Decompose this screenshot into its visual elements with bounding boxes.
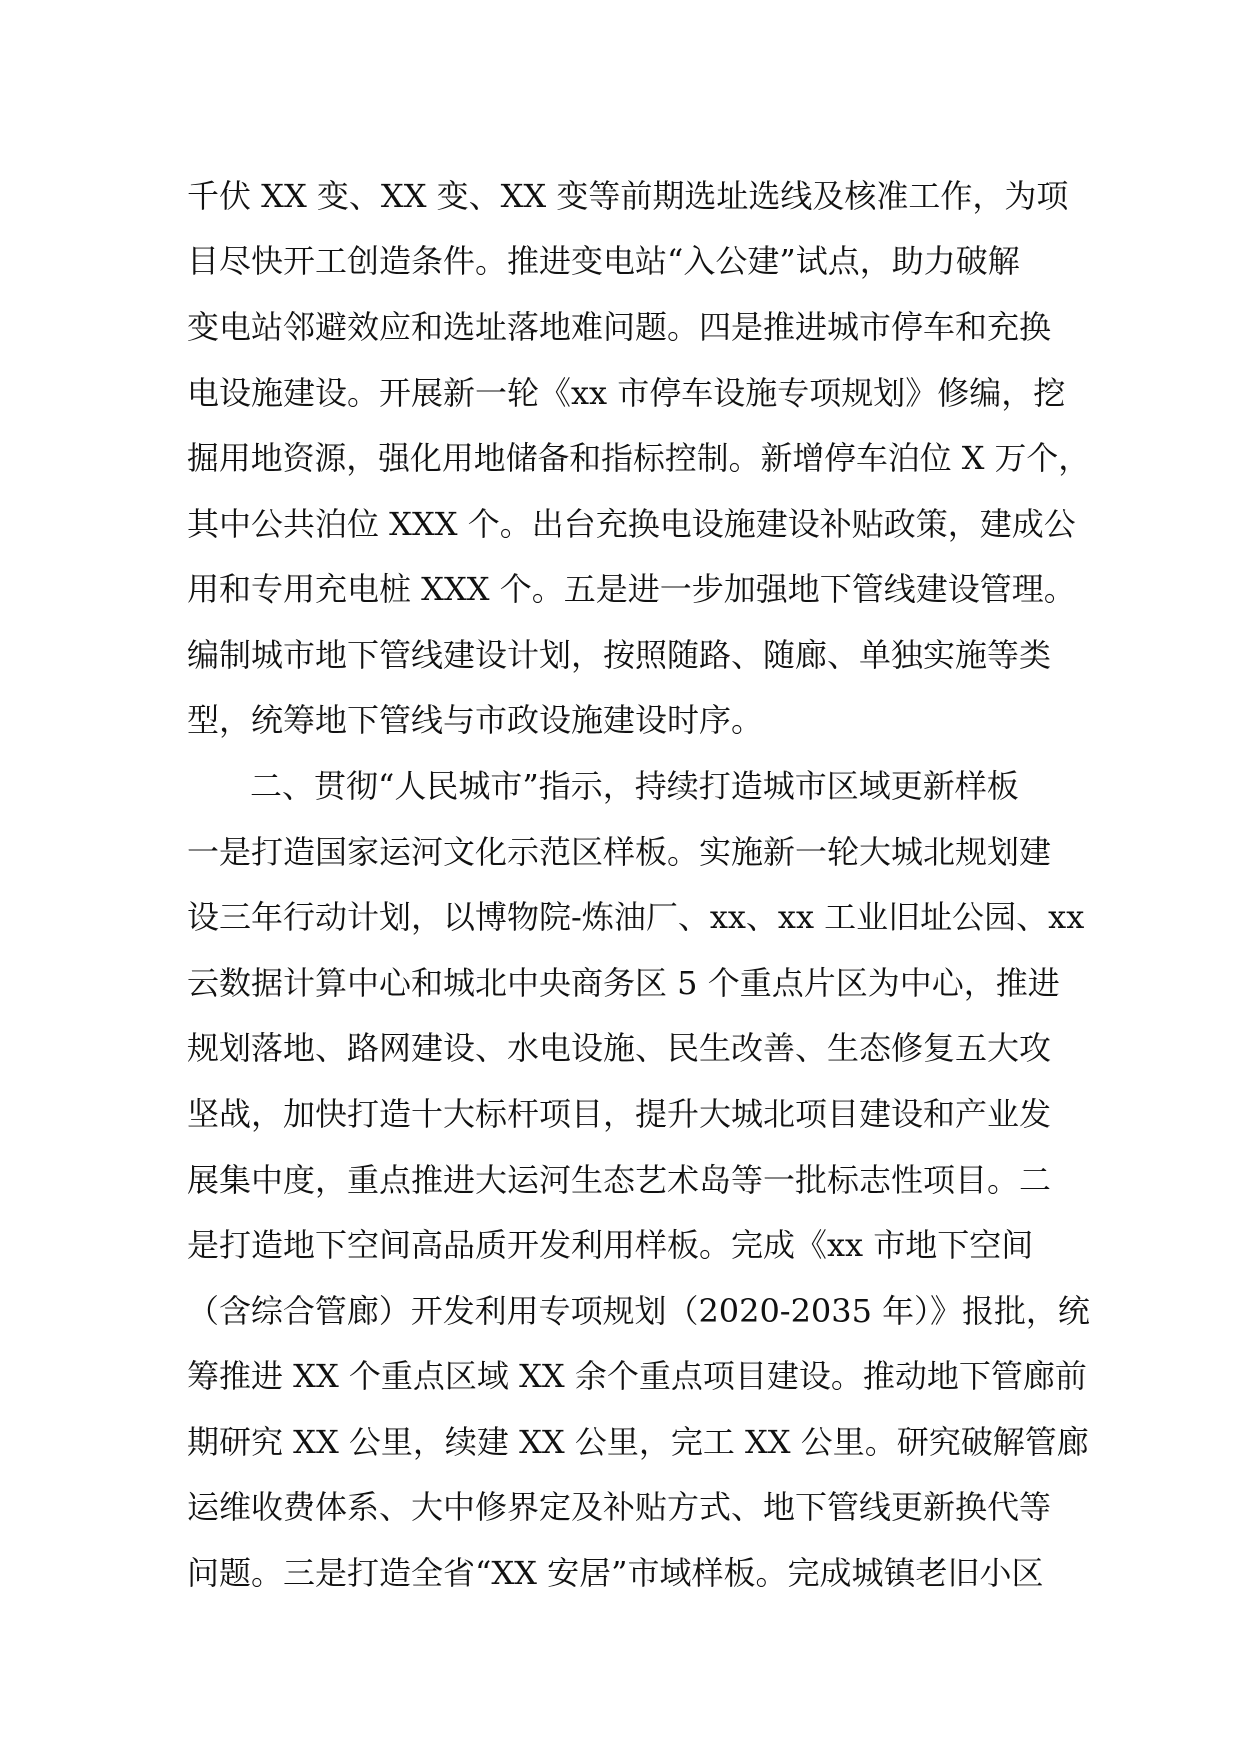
text-line: 设三年行动计划，以博物院-炼油厂、xx、xx 工业旧址公园、xx — [187, 898, 1085, 936]
text-line: 云数据计算中心和城北中央商务区 5 个重点片区为中心，推进 — [187, 964, 1060, 1002]
text-line: 型，统筹地下管线与市政设施建设时序。 — [187, 701, 764, 739]
text-line: 规划落地、路网建设、水电设施、民生改善、生态修复五大攻 — [187, 1029, 1052, 1067]
text-line: 电设施建设。开展新一轮《xx 市停车设施专项规划》修编，挖 — [187, 374, 1066, 412]
text-line: 是打造地下空间高品质开发利用样板。完成《xx 市地下空间 — [187, 1226, 1034, 1264]
text-line: 掘用地资源，强化用地储备和指标控制。新增停车泊位 X 万个， — [187, 439, 1091, 477]
text-line: 编制城市地下管线建设计划，按照随路、随廊、单独实施等类 — [187, 636, 1052, 674]
text-line: （含综合管廊）开发利用专项规划（2020-2035 年）》报批，统 — [187, 1292, 1090, 1330]
text-line: 一是打造国家运河文化示范区样板。实施新一轮大城北规划建 — [187, 833, 1052, 871]
text-line: 问题。三是打造全省“XX 安居”市域样板。完成城镇老旧小区 — [187, 1554, 1044, 1592]
text-line: 用和专用充电桩 XXX 个。五是进一步加强地下管线建设管理。 — [187, 570, 1076, 608]
text-line: 坚战，加快打造十大标杆项目，提升大城北项目建设和产业发 — [187, 1095, 1052, 1133]
text-line: 筹推进 XX 个重点区域 XX 余个重点项目建设。推动地下管廊前 — [187, 1357, 1087, 1395]
section-heading: 二、贯彻“人民城市”指示，持续打造城市区域更新样板 — [250, 767, 1019, 805]
text-line: 其中公共泊位 XXX 个。出台充换电设施建设补贴政策，建成公 — [187, 505, 1076, 543]
text-line: 运维收费体系、大中修界定及补贴方式、地下管线更新换代等 — [187, 1488, 1052, 1526]
text-line: 变电站邻避效应和选址落地难问题。四是推进城市停车和充换 — [187, 308, 1052, 346]
text-line: 目尽快开工创造条件。推进变电站“入公建”试点，助力破解 — [187, 242, 1020, 280]
text-line: 展集中度，重点推进大运河生态艺术岛等一批标志性项目。二 — [187, 1161, 1052, 1199]
text-line: 千伏 XX 变、XX 变、XX 变等前期选址选线及核准工作，为项 — [187, 177, 1069, 215]
text-line: 期研究 XX 公里，续建 XX 公里，完工 XX 公里。研究破解管廊 — [187, 1423, 1089, 1461]
